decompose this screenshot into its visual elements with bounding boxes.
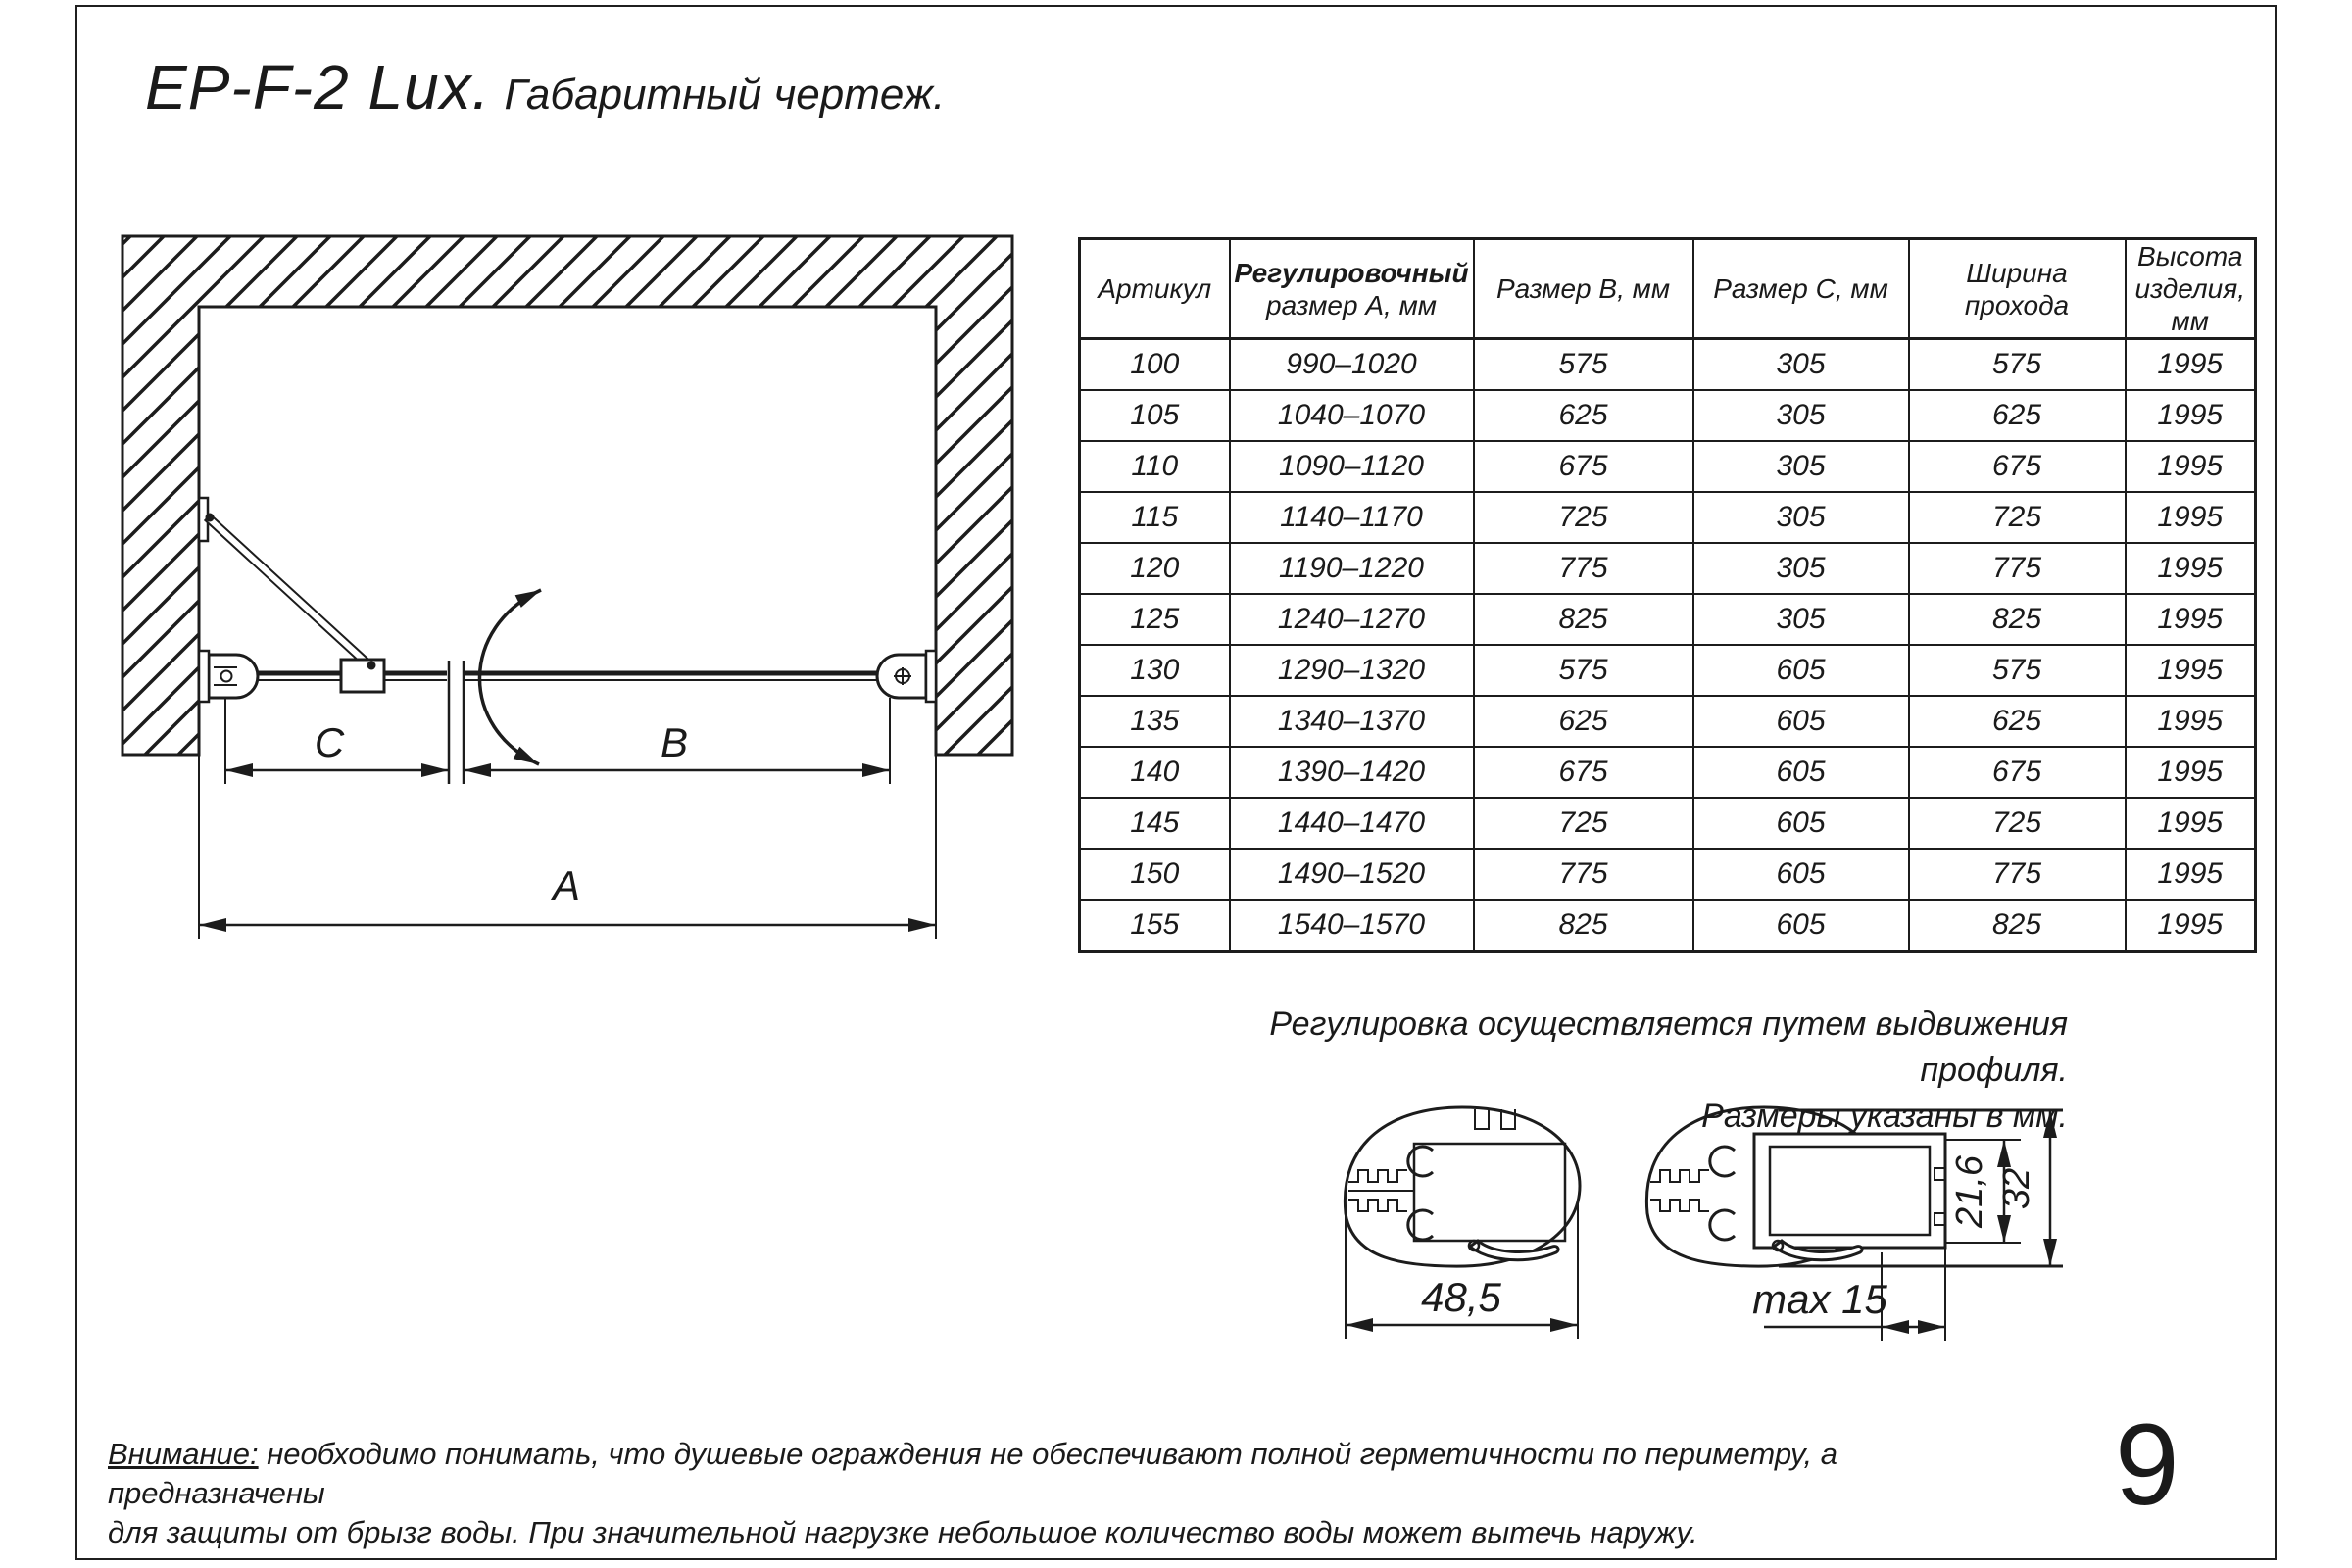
table-header-row <box>1080 239 2256 339</box>
adjustment-notes <box>1176 1002 2068 1140</box>
table-row <box>1080 849 2256 900</box>
cell-article: 145 <box>1080 798 1230 849</box>
cell-size-a-range: 1490–1520 <box>1230 849 1474 900</box>
cell-size-c: 305 <box>1693 390 1909 441</box>
cell-size-a-range: 990–1020 <box>1230 339 1474 391</box>
cell-size-c: 605 <box>1693 696 1909 747</box>
cell-size-c: 305 <box>1693 594 1909 645</box>
warning-line-1: Внимание: необходимо понимать, что душевые ограждения не обеспечивают полной герметичности по периметру, а предназначены <box>108 1437 1838 1510</box>
cell-passage-width: 625 <box>1909 696 2126 747</box>
cell-size-b: 675 <box>1474 441 1693 492</box>
cell-product-height: 1995 <box>2126 696 2256 747</box>
cell-passage-width: 675 <box>1909 747 2126 798</box>
cell-passage-width: 725 <box>1909 798 2126 849</box>
cell-size-a-range: 1040–1070 <box>1230 390 1474 441</box>
cell-article: 135 <box>1080 696 1230 747</box>
table-row <box>1080 339 2256 391</box>
cell-size-b: 775 <box>1474 543 1693 594</box>
header-size-c: Размер С, мм <box>1693 239 1909 339</box>
cell-size-b: 575 <box>1474 339 1693 391</box>
cell-passage-width: 725 <box>1909 492 2126 543</box>
cell-article: 105 <box>1080 390 1230 441</box>
left-wall-profile <box>199 651 258 702</box>
profile-width-dim: 48,5 <box>1421 1274 1501 1320</box>
note-line-2: Размеры указаны в мм. <box>1701 1098 2068 1135</box>
header-size-b: Размер В, мм <box>1474 239 1693 339</box>
table-row <box>1080 798 2256 849</box>
cell-size-b: 575 <box>1474 645 1693 696</box>
table-row <box>1080 747 2256 798</box>
warning-line-2: для защиты от брызг воды. При значительной нагрузке небольшое количество воды может вытечь наружу. <box>108 1515 1698 1549</box>
page-number: 9 <box>2115 1400 2180 1530</box>
right-wall-profile <box>877 651 936 702</box>
note-line-1: Регулировка осуществляется путем выдвижения профиля. <box>1269 1005 2068 1089</box>
cell-size-c: 605 <box>1693 849 1909 900</box>
header-adjustable-size-a: Регулировочный размер А, мм <box>1230 239 1474 339</box>
warning-label: Внимание: <box>108 1437 259 1471</box>
cell-product-height: 1995 <box>2126 747 2256 798</box>
drawing-type-label: Габаритный чертеж. <box>504 71 946 119</box>
dim-a-label: A <box>552 862 581 908</box>
cell-article: 115 <box>1080 492 1230 543</box>
cell-size-c: 605 <box>1693 747 1909 798</box>
cell-size-a-range: 1290–1320 <box>1230 645 1474 696</box>
cell-size-a-range: 1140–1170 <box>1230 492 1474 543</box>
dimension-b <box>464 698 890 784</box>
dimension-c <box>225 698 449 784</box>
cell-size-c: 605 <box>1693 798 1909 849</box>
cell-size-a-range: 1090–1120 <box>1230 441 1474 492</box>
table-row <box>1080 594 2256 645</box>
cell-size-a-range: 1390–1420 <box>1230 747 1474 798</box>
dimension-a <box>199 755 936 939</box>
cell-size-b: 625 <box>1474 390 1693 441</box>
cell-size-b: 825 <box>1474 900 1693 952</box>
cell-product-height: 1995 <box>2126 339 2256 391</box>
cell-article: 100 <box>1080 339 1230 391</box>
cell-size-c: 305 <box>1693 492 1909 543</box>
cell-size-a-range: 1240–1270 <box>1230 594 1474 645</box>
cell-article: 125 <box>1080 594 1230 645</box>
cell-size-a-range: 1340–1370 <box>1230 696 1474 747</box>
header-article: Артикул <box>1080 239 1230 339</box>
warning-text <box>108 1435 2058 1552</box>
cell-product-height: 1995 <box>2126 645 2256 696</box>
cell-product-height: 1995 <box>2126 594 2256 645</box>
cell-size-c: 605 <box>1693 900 1909 952</box>
cell-size-b: 625 <box>1474 696 1693 747</box>
profile-outer-height-dim: 32 <box>1996 1167 2037 1210</box>
cell-size-a-range: 1540–1570 <box>1230 900 1474 952</box>
profile-inner-height-dim: 21,6 <box>1949 1155 1990 1228</box>
cell-product-height: 1995 <box>2126 492 2256 543</box>
door-swing-arc <box>479 590 541 764</box>
cell-product-height: 1995 <box>2126 390 2256 441</box>
cell-size-a-range: 1440–1470 <box>1230 798 1474 849</box>
header-passage-width: Ширина прохода <box>1909 239 2126 339</box>
table-row <box>1080 390 2256 441</box>
cell-product-height: 1995 <box>2126 900 2256 952</box>
table-row <box>1080 441 2256 492</box>
cell-size-b: 725 <box>1474 492 1693 543</box>
table-row <box>1080 543 2256 594</box>
cell-passage-width: 675 <box>1909 441 2126 492</box>
cell-size-a-range: 1190–1220 <box>1230 543 1474 594</box>
product-model: EP-F-2 Lux. <box>145 52 491 122</box>
cell-size-c: 305 <box>1693 339 1909 391</box>
dim-c-label: C <box>314 719 345 765</box>
profile-section-closed <box>1345 1107 1580 1339</box>
cell-product-height: 1995 <box>2126 441 2256 492</box>
cell-article: 140 <box>1080 747 1230 798</box>
cell-passage-width: 575 <box>1909 645 2126 696</box>
size-table <box>1078 237 2257 953</box>
cell-product-height: 1995 <box>2126 798 2256 849</box>
header-product-height: Высота изделия, мм <box>2126 239 2256 339</box>
table-row <box>1080 645 2256 696</box>
cell-product-height: 1995 <box>2126 849 2256 900</box>
cell-size-b: 775 <box>1474 849 1693 900</box>
dim-b-label: B <box>660 719 689 765</box>
cell-passage-width: 575 <box>1909 339 2126 391</box>
cell-article: 150 <box>1080 849 1230 900</box>
cell-article: 130 <box>1080 645 1230 696</box>
cell-passage-width: 775 <box>1909 543 2126 594</box>
cell-size-b: 725 <box>1474 798 1693 849</box>
cell-article: 120 <box>1080 543 1230 594</box>
cell-size-b: 825 <box>1474 594 1693 645</box>
cell-article: 155 <box>1080 900 1230 952</box>
cell-passage-width: 625 <box>1909 390 2126 441</box>
profile-extension-dim: max 15 <box>1752 1276 1887 1322</box>
cell-passage-width: 825 <box>1909 900 2126 952</box>
cell-size-b: 675 <box>1474 747 1693 798</box>
cell-size-c: 605 <box>1693 645 1909 696</box>
cell-article: 110 <box>1080 441 1230 492</box>
cell-product-height: 1995 <box>2126 543 2256 594</box>
cell-size-c: 305 <box>1693 441 1909 492</box>
cell-passage-width: 825 <box>1909 594 2126 645</box>
cell-size-c: 305 <box>1693 543 1909 594</box>
table-row <box>1080 696 2256 747</box>
table-row <box>1080 900 2256 952</box>
table-row <box>1080 492 2256 543</box>
profile-section-extended <box>1646 1107 2063 1341</box>
cell-passage-width: 775 <box>1909 849 2126 900</box>
